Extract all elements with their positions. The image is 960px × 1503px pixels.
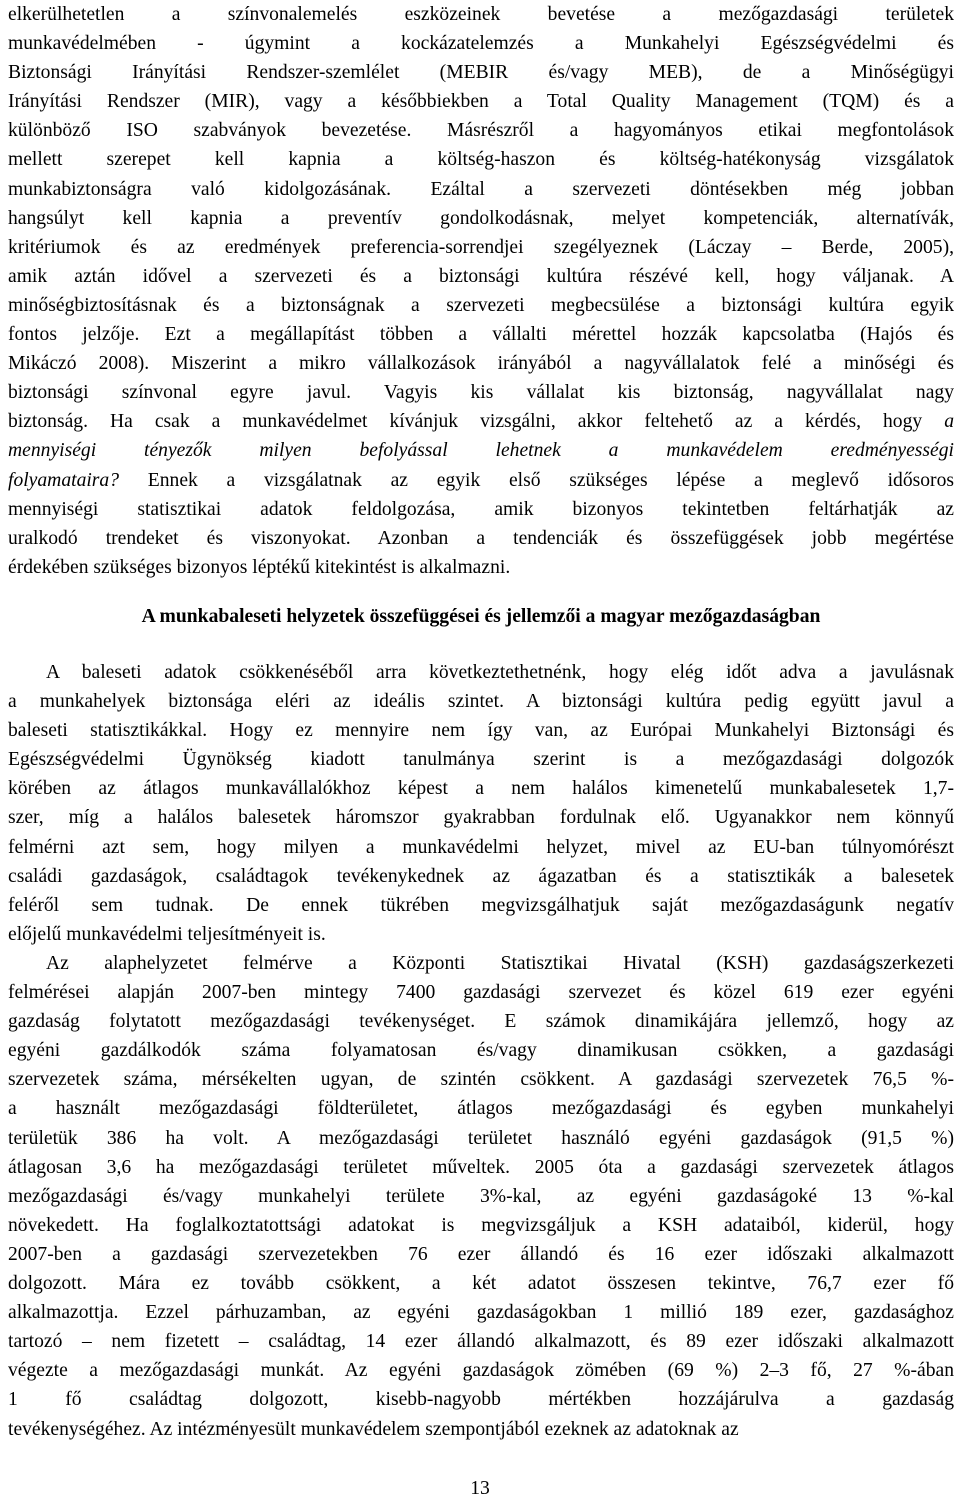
- text-line: minőségbiztosításnak és a biztonságnak a szervezeti megbecsülése a biztonsági kultúra egyik: [8, 294, 954, 316]
- text-line: előjelű munkavédelmi teljesítményeit is.: [8, 923, 326, 945]
- text-line: szervezetek száma, mérsékelten ugyan, de szintén csökkent. A gazdasági szervezetek 76,5 %-: [8, 1069, 954, 1091]
- text-line: mennyiségi tényezők milyen befolyással lehetnek a munkavédelem eredményességi: [8, 440, 954, 462]
- text-line: dolgozott. Mára ez tovább csökkent, a két adatot összesen tekintve, 76,7 ezer fő: [8, 1273, 954, 1295]
- text-line: egyéni gazdálkodók száma folyamatosan és/vagy dinamikusan csökken, a gazdasági: [8, 1040, 954, 1062]
- paragraph-statistics: [8, 949, 954, 1444]
- text-line: Biztonsági Irányítási Rendszer-szemlélet (MEBIR és/vagy MEB), de a Minőségügyi: [8, 62, 954, 84]
- text-line: a munkahelyek biztonsága eléri az ideális szintet. A biztonsági kultúra pedig együtt javul a: [8, 691, 954, 713]
- text-line: Egészségvédelmi Ügynökség kiadott tanulmánya szerint is a mezőgazdasági dolgozók: [8, 749, 954, 771]
- text-line: a használt mezőgazdasági földterületet, átlagos mezőgazdasági és egyben munkahelyi: [8, 1098, 954, 1120]
- text-line: kritériumok és az eredmények preferencia-sorrendjei szegélyeznek (Láczay – Berde, 2005),: [8, 236, 954, 258]
- text-line: családi gazdaságok, családtagok tevékenykednek az ágazatban és a statisztikák a balesetek: [8, 865, 954, 887]
- text-line: különböző ISO szabványok bevezetése. Másrészről a hagyományos etikai megfontolások: [8, 120, 954, 142]
- text-line: 1 fő családtag dolgozott, kisebb-nagyobb mértékben hozzájárulva a gazdaság: [8, 1389, 954, 1411]
- paragraph-accidents: [8, 658, 954, 949]
- text-line: Mikáczó 2008). Miszerint a mikro vállalkozások irányából a nagyvállalatok felé a minőségi és: [8, 353, 954, 375]
- text-line: uralkodó trendeket és viszonyokat. Azonban a tendenciák és összefüggések jobb megértése: [8, 527, 954, 549]
- text-line: alkalmazottja. Ezzel párhuzamban, az egyéni gazdaságokban 1 millió 189 ezer, gazdasághoz: [8, 1302, 954, 1324]
- text-line: átlagosan 3,6 ha mezőgazdasági területet műveltek. 2005 óta a gazdasági szervezetek átlagos: [8, 1156, 954, 1178]
- text-line: baleseti statisztikákkal. Hogy ez mennyire nem így van, az Európai Munkahelyi Biztonsági és: [8, 720, 954, 742]
- page-number: 13: [470, 1478, 490, 1499]
- text-line: felmérni azt sem, hogy milyen a munkavédelmi helyzet, mivel az EU-ban túlnyomórészt: [8, 836, 954, 858]
- text-line: felmérései alapján 2007-ben mintegy 7400 gazdasági szervezet és közel 619 ezer egyéni: [8, 982, 954, 1004]
- text-line: hangsúlyt kell kapnia a preventív gondolkodásnak, melyet kompetenciák, alternatívák,: [8, 207, 954, 229]
- text-line: Az alaphelyzetet felmérve a Központi Statisztikai Hivatal (KSH) gazdaságszerkezeti: [46, 953, 954, 974]
- text-line: A baleseti adatok csökkenéséből arra következtethetnénk, hogy elég időt adva a javulásnak: [46, 662, 954, 683]
- text-line: munkabiztonságra való kidolgozásának. Ezáltal a szervezeti döntésekben még jobban: [8, 178, 954, 200]
- text-line: fontos jelzője. Ezt a megállapítást többen a vállalti mérettel hozzák kapcsolatba (Hajós és: [8, 324, 954, 346]
- text-line: körében az átlagos munkavállalókhoz képest a nem halálos kimenetelű munkabalesetek 1,7-: [8, 778, 954, 800]
- body-paragraph: [8, 658, 954, 949]
- text-line: feléről sem tudnak. De ennek tükrében megvizsgálhatjuk saját mezőgazdaságunk negatív: [8, 894, 954, 916]
- section-heading: A munkabaleseti helyzetek összefüggései és jellemzői a magyar mezőgazdaságban: [141, 606, 821, 627]
- text-line: szer, míg a halálos balesetek háromszor gyakrabban fordulnak elő. Ugyanakkor nem könnyű: [8, 807, 954, 829]
- text-line: tartozó – nem fizetett – családtag, 14 ezer állandó alkalmazott, és 89 ezer időszaki alkalmazott: [8, 1331, 954, 1353]
- text-line: mennyiségi statisztikai adatok feldolgozása, amik bizonyos tekintetben feltárhatják az: [8, 498, 954, 520]
- text-line: elkerülhetetlen a színvonalemelés eszközeinek bevetése a mezőgazdasági területek: [8, 4, 954, 25]
- text-line: mezőgazdasági és/vagy munkahelyi területe 3%-kal, az egyéni gazdaságoké 13 %-kal: [8, 1185, 954, 1207]
- body-paragraph: [8, 0, 954, 582]
- text-line: érdekében szükséges bizonyos léptékű kitekintést is alkalmazni.: [8, 556, 511, 578]
- text-line: végezte a mezőgazdasági munkát. Az egyéni gazdaságok zömében (69 %) 2–3 fő, 27 %-ában: [8, 1360, 954, 1382]
- text-line: munkavédelmében - úgymint a kockázatelemzés a Munkahelyi Egészségvédelmi és: [8, 33, 954, 55]
- text-line: amik aztán idővel a szervezeti és a biztonsági kultúra részévé kell, hogy váljanak. A: [8, 265, 954, 287]
- text-line: folyamataira? Ennek a vizsgálatnak az egyik első szükséges lépése a meglevő idősoros: [8, 469, 954, 491]
- text-line: gazdaság folytatott mezőgazdasági tevékenységet. E számok dinamikájára jellemző, hogy az: [8, 1011, 954, 1033]
- text-line: területük 386 ha volt. A mezőgazdasági területet használó egyéni gazdaságok (91,5 %): [8, 1127, 954, 1149]
- text-line: 2007-ben a gazdasági szervezetekben 76 ezer állandó és 16 ezer időszaki alkalmazott: [8, 1243, 954, 1265]
- text-line: Irányítási Rendszer (MIR), vagy a későbbiekben a Total Quality Management (TQM) és a: [8, 91, 954, 113]
- text-line: mellett szerepet kell kapnia a költség-haszon és költség-hatékonyság vizsgálatok: [8, 149, 954, 171]
- paragraph-intro: [8, 0, 954, 582]
- text-line: biztonság. Ha csak a munkavédelmet kívánjuk vizsgálni, akkor feltehető az a kérdés, hogy a: [8, 411, 954, 433]
- text-line: növekedett. Ha foglalkoztatottsági adatokat is megvizsgáljuk a KSH adataiból, kiderül, hogy: [8, 1214, 954, 1236]
- text-line: biztonsági színvonal egyre javul. Vagyis kis vállalat kis biztonság, nagyvállalat nagy: [8, 382, 954, 404]
- body-paragraph: [8, 949, 954, 1444]
- text-line: tevékenységéhez. Az intézményesült munkavédelem szempontjából ezeknek az adatoknak az: [8, 1418, 739, 1440]
